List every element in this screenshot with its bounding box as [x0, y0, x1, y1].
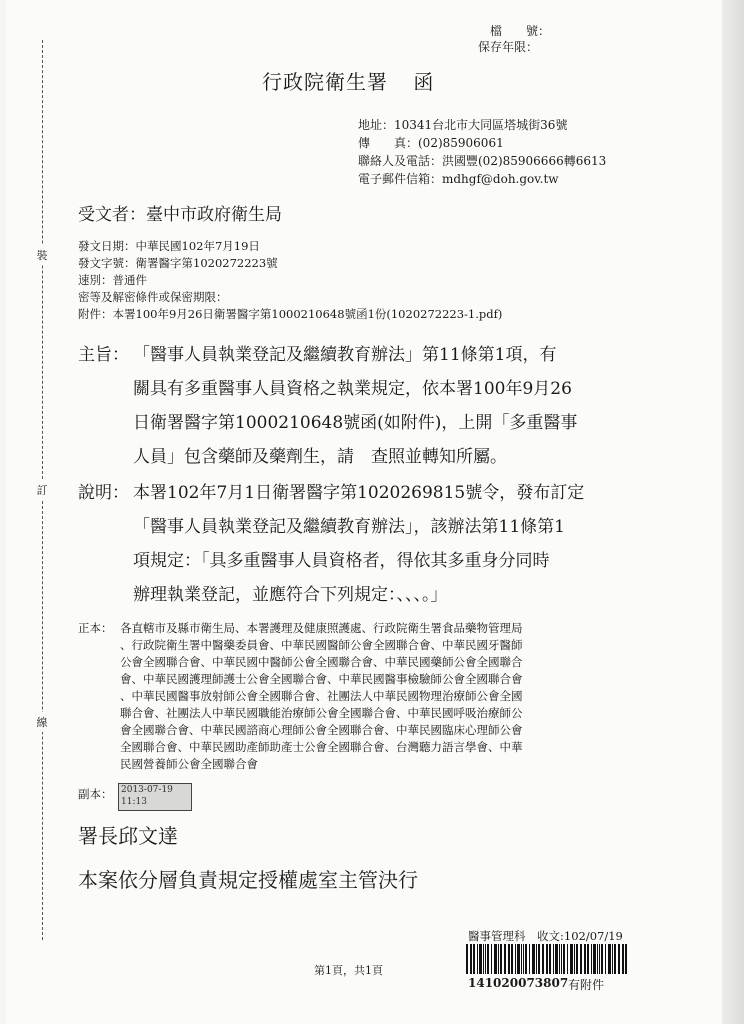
- stamp-line: 2013-07-19: [121, 785, 173, 795]
- barcode-bar: [515, 944, 516, 974]
- delegation-note: 本案依分層負責規定授權處室主管決行: [78, 868, 418, 892]
- barcode-bar: [466, 944, 468, 974]
- barcode-bar: [536, 944, 537, 974]
- barcode-bar: [538, 944, 540, 974]
- speed: 速別：普通件: [78, 273, 147, 287]
- cc-main-line: 公會全國聯合會、中華民國中醫師公會全國聯合會、中華民國藥師公會全國聯合: [120, 655, 523, 669]
- barcode-bar: [567, 944, 568, 974]
- explanation-line: 項規定：「具多重醫事人員資格者，得依其多重身分同時: [133, 551, 550, 571]
- barcode-bar: [559, 944, 560, 974]
- barcode-bar: [587, 944, 589, 974]
- barcode-bar: [485, 944, 486, 974]
- barcode-number: 141020073807: [468, 976, 569, 990]
- recipient: 受文者：臺中市政府衛生局: [78, 205, 282, 225]
- barcode: [466, 944, 634, 974]
- cc-main-line: 全國聯合會、中華民國助產師助產士公會全國聯合會、台灣聽力語言學會、中華: [120, 740, 523, 754]
- barcode-bar: [584, 944, 586, 974]
- barcode-bar: [555, 944, 558, 974]
- barcode-bar: [570, 944, 573, 974]
- cc-main-line: 、行政院衛生署中醫藥委員會、中華民國醫師公會全國聯合會、中華民國牙醫師: [120, 638, 523, 652]
- barcode-bar: [601, 944, 603, 974]
- file-number-label: 檔 號：: [490, 24, 551, 38]
- cc-main-line: 民國營養師公會全國聯合會: [120, 757, 258, 771]
- subject-line: 人員」包含藥師及藥劑生，請 查照並轉知所屬。: [133, 447, 507, 467]
- barcode-bar: [521, 944, 522, 974]
- doc-number: 發文字號：衛署醫字第1020272223號: [78, 256, 278, 270]
- barcode-bar: [483, 944, 484, 974]
- barcode-bar: [605, 944, 606, 974]
- barcode-bar: [470, 944, 472, 974]
- barcode-bar: [479, 944, 482, 974]
- cc-copy-label: 副本：: [78, 787, 113, 801]
- attachment-note: 有附件: [568, 978, 605, 992]
- cc-main-label: 正本：: [78, 621, 113, 635]
- barcode-bar: [549, 944, 551, 974]
- explanation-line: 「醫事人員執業登記及繼續教育辦法」，該辦法第11條第1: [133, 517, 565, 537]
- receipt-stamp: 醫事管理科 收文:102/07/19: [468, 929, 623, 943]
- cc-main-line: 會全國聯合會、中華民國諮商心理師公會全國聯合會、中華民國臨床心理師公會: [120, 723, 523, 737]
- barcode-bar: [561, 944, 562, 974]
- barcode-bar: [622, 944, 624, 974]
- barcode-bar: [542, 944, 544, 974]
- agency-name: 行政院衛生署: [262, 70, 388, 94]
- explanation-label: 說明：: [78, 483, 129, 503]
- issue-date: 發文日期：中華民國102年7月19日: [78, 239, 260, 253]
- barcode-bar: [612, 944, 613, 974]
- barcode-bar: [553, 944, 554, 974]
- barcode-bar: [473, 944, 475, 974]
- address: 地址：10341台北市大同區塔城街36號: [358, 118, 568, 132]
- barcode-bar: [532, 944, 535, 974]
- doc-type: 函: [413, 70, 435, 94]
- cc-main-line: 、中華民國醫事放射師公會全國聯合會、社團法人中華民國物理治療師公會全國: [120, 689, 523, 703]
- barcode-bar: [580, 944, 582, 974]
- stamp-line: 11:13: [121, 797, 147, 807]
- barcode-bar: [508, 944, 510, 974]
- binding-mark-xian: 線: [34, 712, 50, 732]
- subject-line: 日衛署醫字第1000210648號函(如附件)，上開「多重醫事: [133, 413, 578, 433]
- contact-person: 聯絡人及電話：洪國豐(02)85906666轉6613: [358, 154, 607, 168]
- barcode-bar: [511, 944, 513, 974]
- barcode-bar: [574, 944, 575, 974]
- page-number: 第1頁，共1頁: [314, 964, 383, 977]
- barcode-bar: [546, 944, 548, 974]
- binding-mark-zhuang: 裝: [34, 245, 50, 265]
- barcode-bar: [517, 944, 520, 974]
- cc-main-line: 會、中華民國護理師護士公會全國聯合會、中華民國醫事檢驗師公會全國聯合會: [120, 672, 523, 686]
- binding-mark-ding: 訂: [34, 480, 50, 500]
- subject-line: 關具有多重醫事人員資格之執業規定，依本署100年9月26: [133, 379, 572, 399]
- barcode-bar: [523, 944, 524, 974]
- barcode-bar: [563, 944, 565, 974]
- barcode-bar: [576, 944, 578, 974]
- barcode-bar: [608, 944, 611, 974]
- barcode-bar: [504, 944, 506, 974]
- barcode-bar: [525, 944, 527, 974]
- received-stamp: [118, 783, 192, 811]
- barcode-bar: [500, 944, 502, 974]
- barcode-bar: [477, 944, 478, 974]
- email: 電子郵件信箱：mdhgf@doh.gov.tw: [358, 172, 559, 186]
- cc-main-line: 各直轄市及縣市衛生局、本署護理及健康照護處、行政院衛生署食品藥物管理局: [120, 621, 523, 635]
- barcode-bar: [498, 944, 499, 974]
- explanation-line: 辦理執業登記，並應符合下列規定：、、、。」: [133, 585, 448, 605]
- page-title: [262, 66, 434, 95]
- director-signature: 署長邱文達: [78, 824, 178, 848]
- barcode-bar: [529, 944, 530, 974]
- barcode-bar: [593, 944, 596, 974]
- barcode-bar: [487, 944, 489, 974]
- explanation-line: 本署102年7月1日衛署醫字第1020269815號令，發布訂定: [133, 483, 585, 503]
- barcode-bar: [618, 944, 620, 974]
- barcode-bar: [491, 944, 492, 974]
- barcode-bar: [591, 944, 592, 974]
- barcode-bar: [597, 944, 598, 974]
- attachment: 附件：本署100年9月26日衛署醫字第1000210648號函1份(1020272223-1.pdf): [78, 307, 503, 321]
- fax: 傳 真：(02)85906061: [358, 136, 504, 150]
- barcode-bar: [599, 944, 600, 974]
- barcode-bar: [494, 944, 497, 974]
- subject-label: 主旨：: [78, 345, 129, 365]
- barcode-bar: [614, 944, 616, 974]
- scan-edge: [722, 0, 744, 1024]
- subject-line: 「醫事人員執業登記及繼續教育辦法」第11條第1項，有: [133, 345, 557, 365]
- retention-label: 保存年限：: [478, 40, 539, 54]
- cc-main-line: 聯合會、社團法人中華民國職能治療師公會全國聯合會、中華民國呼吸治療師公: [120, 706, 523, 720]
- secrecy: 密等及解密條件或保密期限：: [78, 290, 228, 304]
- barcode-bar: [625, 944, 627, 974]
